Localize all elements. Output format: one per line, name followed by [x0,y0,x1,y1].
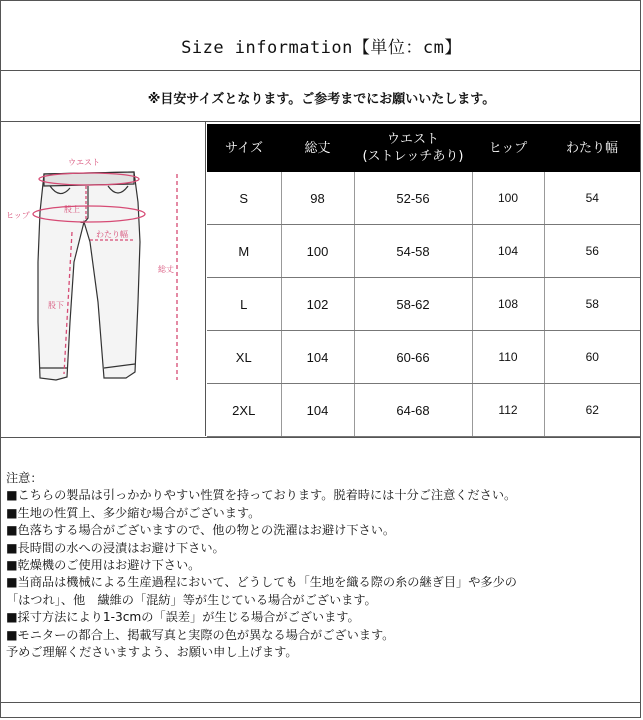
cell-size: XL [207,331,281,384]
cell-length: 98 [281,172,354,225]
thigh-label: わたり幅 [96,230,128,239]
table-row [207,278,640,331]
header-waist: ウエスト (ストレッチあり) [354,124,472,172]
cell-hip: 112 [472,384,544,437]
cell-length: 104 [281,331,354,384]
note-line: ■色落ちする場合がございますので、他の物との洗濯はお避け下さい。 [6,523,396,538]
inseam-label: 股下 [48,301,64,310]
table-row [207,172,640,225]
cell-waist: 58-62 [354,278,472,331]
divider-bottom [0,702,641,703]
cell-thigh: 58 [544,278,640,331]
cell-waist: 60-66 [354,331,472,384]
note-line: ■乾燥機のご使用はお避け下さい。 [6,558,201,573]
note-line: ■採寸方法により1-3cmの「誤差」が生じる場合がございます。 [6,610,360,625]
cell-length: 102 [281,278,354,331]
care-notes [6,470,638,661]
pants-outline [38,172,140,380]
size-table-header [207,124,640,172]
note-line: ■モニターの都合上、掲載写真と実際の色が異なる場合がございます。 [6,627,395,642]
reference-note: ※目安サイズとなります。ご参考までにお願いいたします。 [147,91,496,107]
cell-length: 100 [281,225,354,278]
divider-title [0,70,641,71]
note-line: ■長時間の水への浸漬はお避け下さい。 [6,540,225,555]
cell-hip: 110 [472,331,544,384]
cell-thigh: 60 [544,331,640,384]
cell-thigh: 62 [544,384,640,437]
cell-thigh: 54 [544,172,640,225]
header-length: 総丈 [281,124,354,172]
cell-hip: 104 [472,225,544,278]
pants-diagram-svg [0,122,205,436]
cell-thigh: 56 [544,225,640,278]
cell-length: 104 [281,384,354,437]
rise-label: 股上 [64,205,80,214]
notes-heading: 注意： [6,471,43,485]
note-line: 「はつれ」、他 繊維の「混紡」等が生じている場合がございます。 [6,592,377,607]
cell-waist: 64-68 [354,384,472,437]
cell-hip: 108 [472,278,544,331]
cell-hip: 100 [472,172,544,225]
divider-notes [0,437,641,438]
waist-label: ウエスト [68,158,100,167]
cell-size: M [207,225,281,278]
note-line: 予めご理解くださいますよう、お願い申し上げます。 [6,645,298,660]
page-title: Size information【単位：cm】 [181,37,462,58]
table-row [207,384,640,437]
divider-vertical [205,122,206,436]
header-thigh: わたり幅 [544,124,640,172]
size-table [207,124,640,437]
cell-waist: 52-56 [354,172,472,225]
header-size: サイズ [207,124,281,172]
cell-waist: 54-58 [354,225,472,278]
length-label: 総丈 [158,265,174,274]
note-line: ■こちらの製品は引っかかりやすい性質を持っております。脱着時には十分ご注意ください。 [6,488,517,503]
cell-size: S [207,172,281,225]
hip-label: ヒップ [6,211,30,220]
note-line: ■生地の性質上、多少縮む場合がございます。 [6,505,261,520]
header-hip: ヒップ [472,124,544,172]
table-row [207,331,640,384]
note-line: ■当商品は機械による生産過程において、どうしても「生地を織る際の糸の継ぎ目」や多少の [6,575,517,590]
pants-diagram [0,122,205,436]
cell-size: L [207,278,281,331]
cell-size: 2XL [207,384,281,437]
table-row [207,225,640,278]
